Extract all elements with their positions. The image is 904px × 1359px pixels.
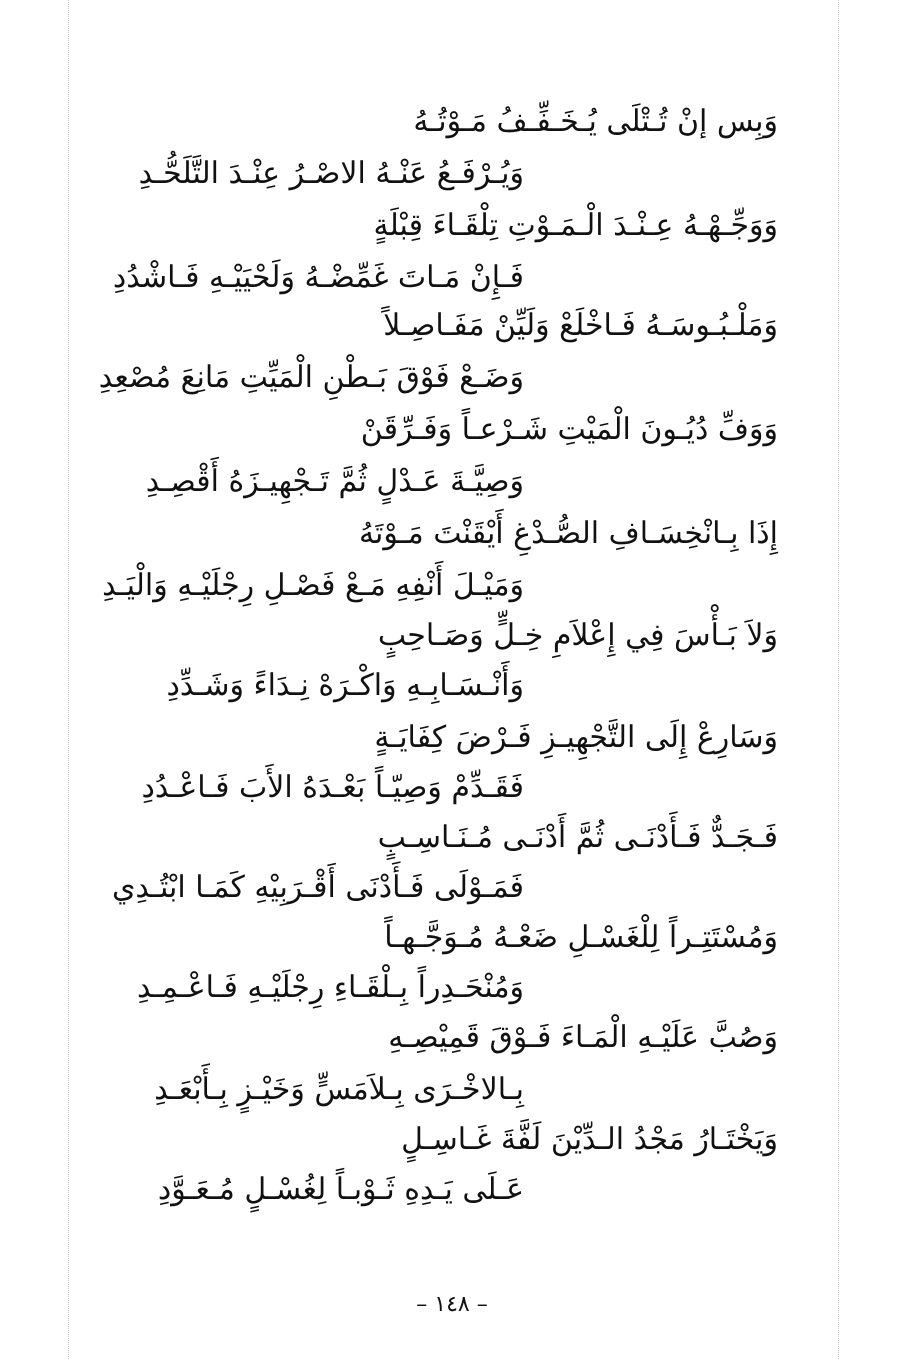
page-number: – ١٤٨ –	[416, 1292, 488, 1317]
verse-line: وَيَخْتَـارُ مَجْدُ الـدِّيْنَ لَفَّةَ غَـاسِـلٍ	[401, 1122, 778, 1157]
verse-line: وَبِس إنْ تُـتْلَى يُـخَـفِّـفُ مَـوْتُـهُ	[413, 104, 778, 139]
verse-line: فَـجَـدٌّ فَـأَدْنَـى ثُمَّ أَدْنَـى مُـنَـاسِـبٍ	[377, 820, 778, 855]
verse-line: وَصُبَّ عَلَيْـهِ الْمَـاءَ فَـوْقَ قَمِيْصِـهِ	[388, 1020, 778, 1055]
verse-line: عَـلَى يَـدِهِ ثَـوْبـاً لِغُسْـلٍ مُـعَـوَّدِ	[157, 1172, 524, 1207]
verse-line: وَصِيَّـةَ عَـدْلٍ ثُمَّ تَـجْهِيـزَهُ أَقْصِـدِ	[145, 464, 524, 499]
verse-line: بِـالاخْـرَى بِـلاَمَسٍّ وَخَيْـزٍ بِـأَبْعَـدِ	[154, 1072, 524, 1107]
verse-line: وَمُسْتَتِـراً لِلْغَسْـلِ ضَعْـهُ مُـوَجَّـهـاً	[384, 920, 778, 955]
verse-line: وَلاَ بَـأْسَ فِي إِعْلاَمِ خِـلٍّ وَصَـاحِبٍ	[377, 618, 778, 653]
verse-line: وَمَلْـبُـوسَـهُ فَـاخْلَعْ وَلَيِّنْ مَفَـاصِـلاً	[383, 308, 778, 343]
verse-line: فَمَـوْلَى فَـأَدْنَى أَقْـرَبِيْهِ كَمَـا ابْتُـدِي	[111, 870, 524, 905]
verse-line: وَأَنْـسَـابِـهِ وَاكْـرَهْ نِـدَاءً وَشَـدِّدِ	[166, 668, 524, 703]
verse-line: وَوَجِّـهْـهُ عِـنْـدَ الْـمَـوْتِ تِلْقَـاءَ قِبْلَةٍ	[373, 208, 778, 243]
verse-line: وَضَـعْ فَوْقَ بَـطْنِ الْمَيِّتِ مَانِعَ مُصْعِدِ	[98, 360, 524, 395]
verse-line: وَوَفِّ دُيُـونَ الْمَيْتِ شَـرْعـاً وَفَـرِّقَنْ	[360, 412, 778, 447]
verse-line: وَسَارِعْ إِلَى التَّجْهِيـزِ فَـرْضَ كِفَايَـةٍ	[374, 720, 778, 755]
verse-line: فَقَـدِّمْ وَصِيّـاً بَعْـدَهُ الأَبَ فَـاعْـدُدِ	[141, 770, 524, 805]
verse-line: إِذَا بِـانْخِسَـافِ الصُّـدْغِ أَيْقَنْتَ مَـوْتَهُ	[358, 516, 778, 551]
verse-line: وَمَيْـلَ أَنْفِهِ مَـعْ فَصْـلِ رِجْلَيْـهِ وَالْيَـدِ	[102, 568, 524, 603]
verse-line: وَيُـرْفَـعُ عَنْـهُ الاصْـرُ عِنْـدَ التَّلَحُّـدِ	[138, 156, 524, 191]
verse-line: وَمُنْحَـدِراً بِـلْقَـاءِ رِجْلَيْـهِ فَـاعْـمِـدِ	[137, 970, 524, 1005]
verse-line: فَـإِنْ مَـاتَ غَمِّضْـهُ وَلَحْيَيْـهِ فَـاشْدُدِ	[112, 260, 524, 295]
